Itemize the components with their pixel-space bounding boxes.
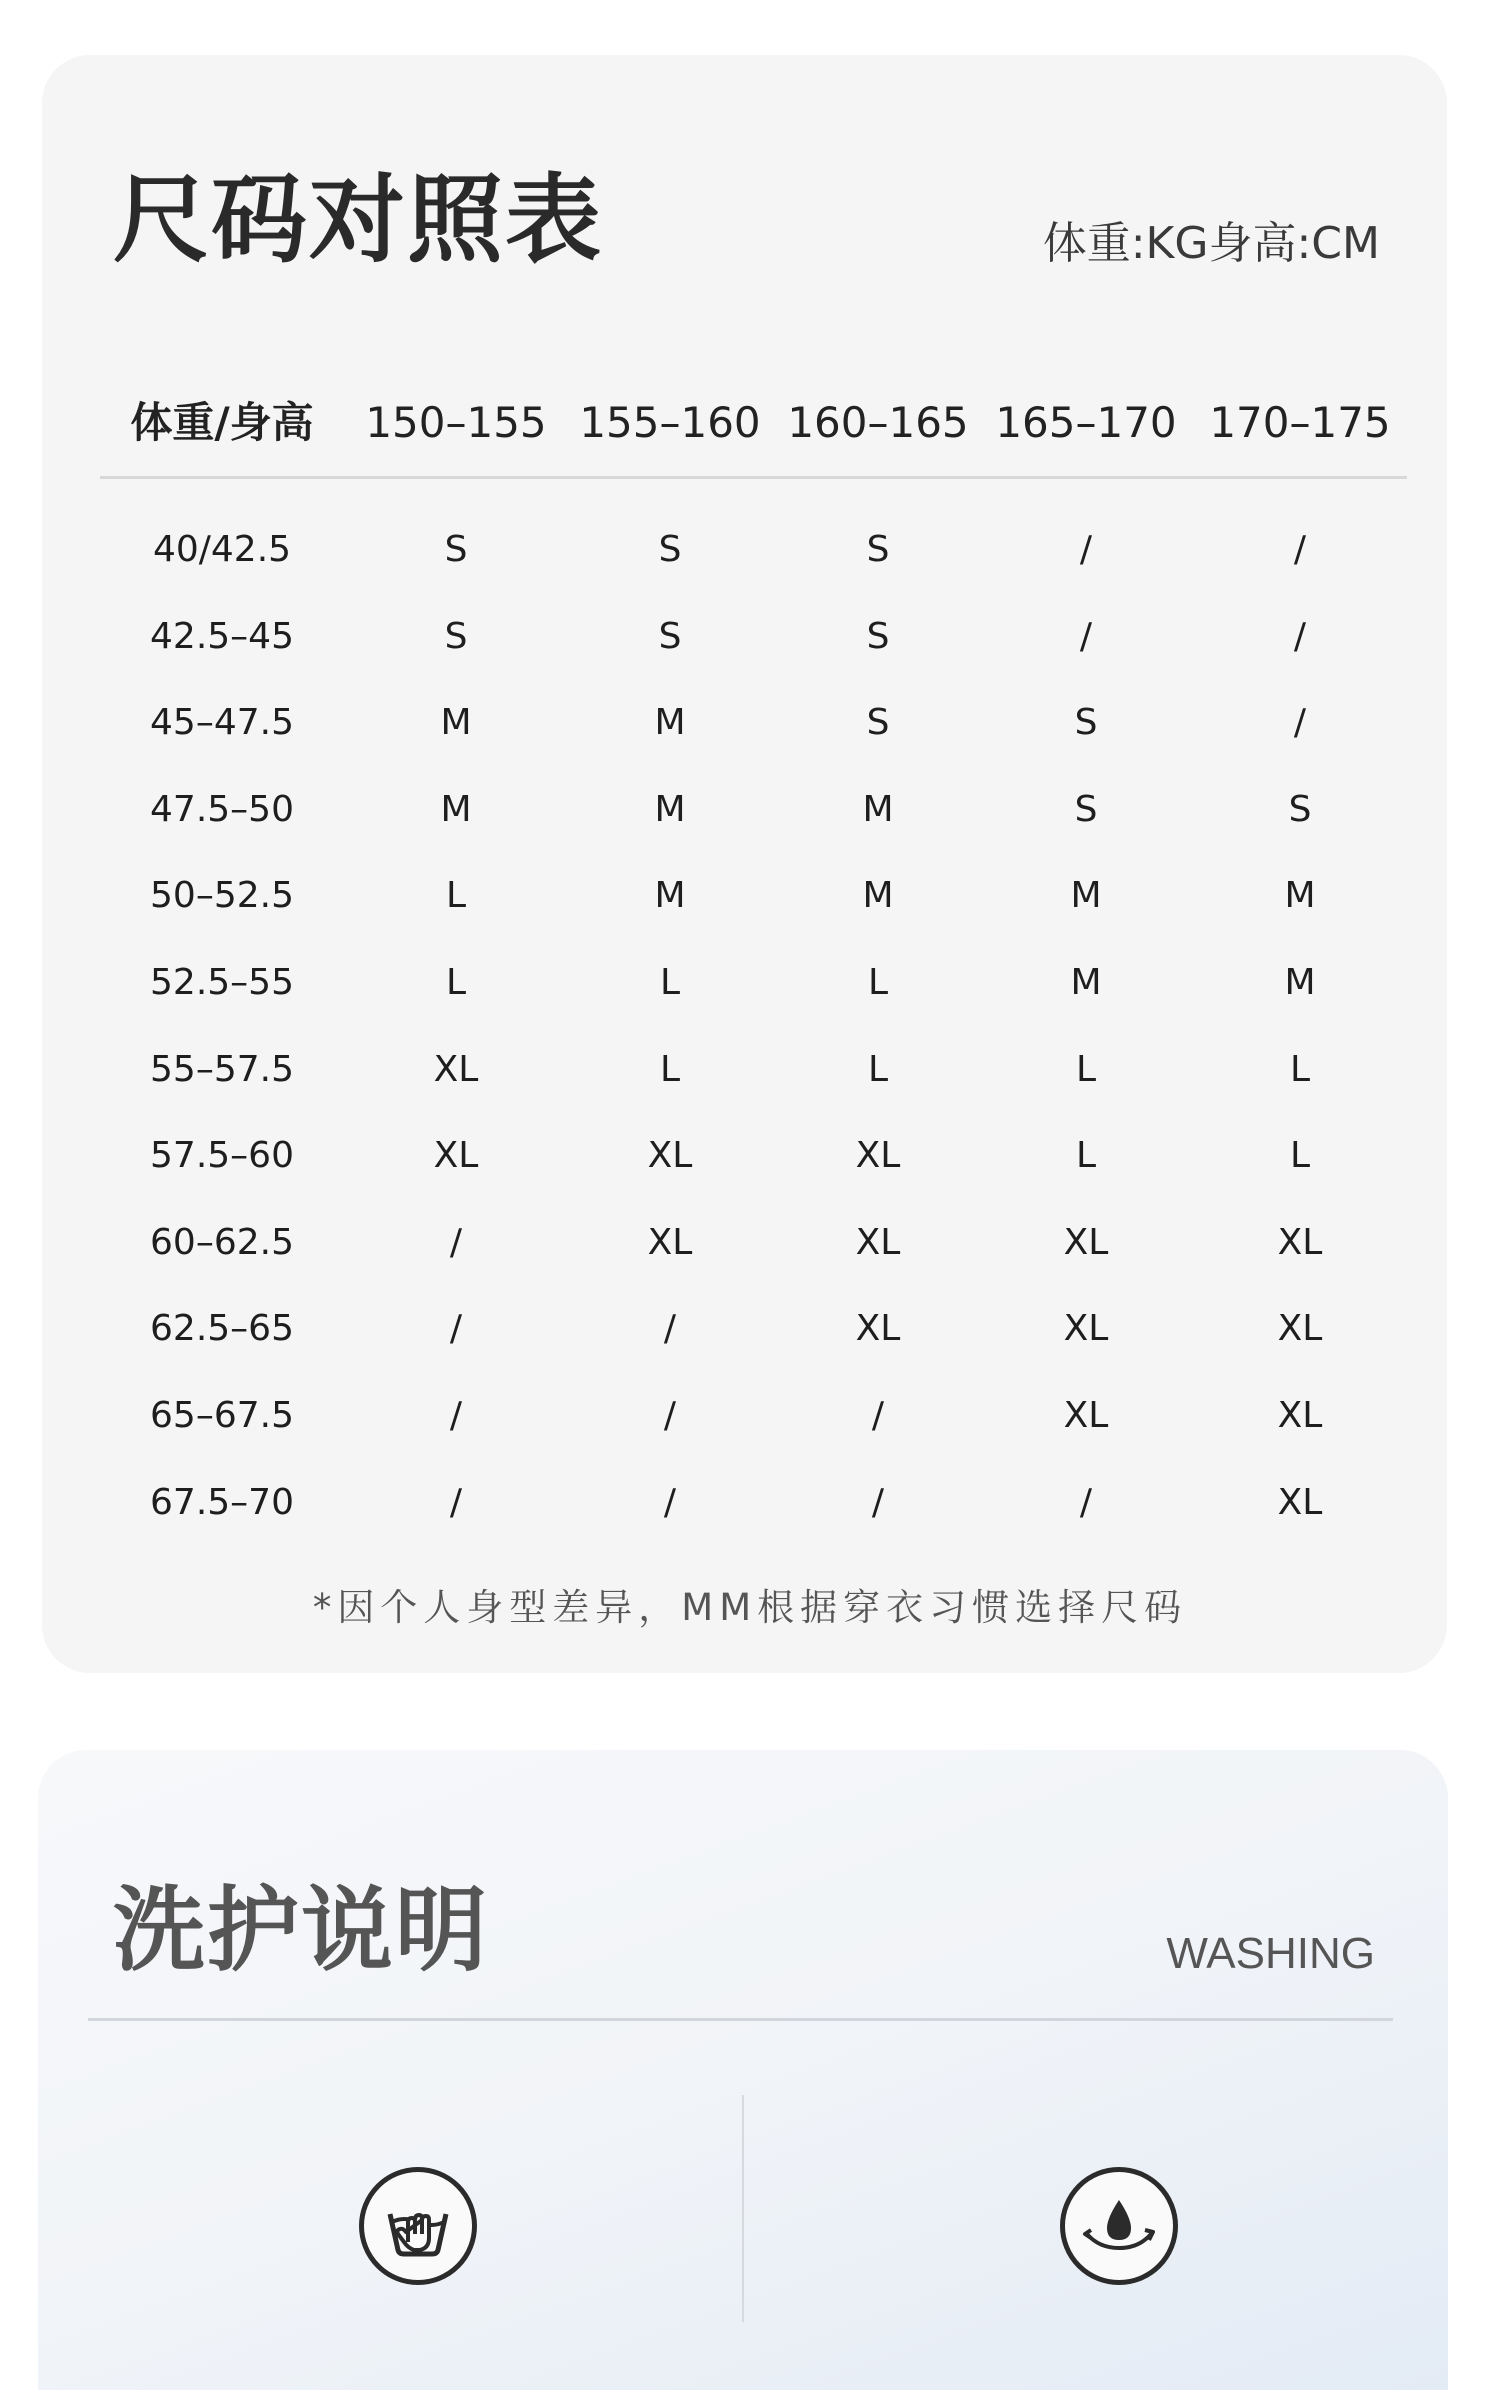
weight-cell: 45–47.5 [150, 702, 294, 744]
table-row [0, 1386, 1500, 1473]
size-cell: S [866, 702, 890, 744]
size-cell: M [440, 788, 472, 830]
weight-cell: 52.5–55 [150, 961, 294, 1003]
size-cell: S [658, 615, 682, 657]
size-cell: XL [1063, 1221, 1109, 1263]
size-cell: M [654, 702, 686, 744]
weight-cell: 60–62.5 [150, 1221, 294, 1263]
hand-wash-icon [359, 2167, 477, 2285]
table-row [0, 1299, 1500, 1386]
table-row [0, 693, 1500, 780]
size-cell: M [654, 788, 686, 830]
washing-divider [88, 2018, 1393, 2021]
size-cell: / [449, 1308, 463, 1350]
washing-column-divider [742, 2095, 744, 2322]
size-cell: L [1289, 1135, 1311, 1177]
size-cell: S [658, 529, 682, 570]
size-cell: / [1293, 529, 1307, 570]
washing-title: 洗护说明 [113, 1877, 490, 1984]
size-cell: M [1070, 961, 1102, 1003]
size-cell: L [659, 1048, 681, 1090]
weight-cell: 55–57.5 [150, 1048, 294, 1090]
table-row [0, 1213, 1500, 1300]
size-table-body [0, 520, 1500, 1559]
size-cell: / [663, 1394, 677, 1436]
size-cell: L [445, 961, 467, 1003]
table-row [0, 1126, 1500, 1213]
size-cell: XL [1277, 1394, 1323, 1436]
weight-cell: 62.5–65 [150, 1308, 294, 1350]
size-cell: / [449, 1481, 463, 1523]
size-cell: / [1079, 1481, 1093, 1523]
size-cell: / [449, 1221, 463, 1263]
size-cell: M [862, 788, 894, 830]
size-cell: M [1284, 961, 1316, 1003]
size-cell: / [663, 1308, 677, 1350]
header-divider [100, 476, 1407, 479]
size-cell: L [1075, 1135, 1097, 1177]
size-cell: S [444, 615, 468, 657]
weight-cell: 50–52.5 [150, 875, 294, 917]
size-cell: S [866, 615, 890, 657]
size-cell: M [1284, 875, 1316, 917]
weight-cell: 65–67.5 [150, 1394, 294, 1436]
table-row [0, 780, 1500, 867]
weight-cell: 57.5–60 [150, 1135, 294, 1177]
size-cell: S [1074, 702, 1098, 744]
unit-note: 体重:KG身高:CM [1042, 218, 1380, 269]
size-chart-title: 尺码对照表 [113, 164, 603, 276]
size-cell: XL [1063, 1308, 1109, 1350]
height-header-1: 150–155 [365, 398, 547, 447]
size-cell: S [1074, 788, 1098, 830]
size-cell: / [1293, 702, 1307, 744]
size-cell: / [871, 1481, 885, 1523]
water-drop-spin-icon [1060, 2167, 1178, 2285]
corner-header: 体重/身高 [130, 398, 314, 447]
size-cell: / [449, 1394, 463, 1436]
weight-cell: 47.5–50 [150, 788, 294, 830]
size-cell: L [1075, 1048, 1097, 1090]
table-header-row [0, 395, 1500, 451]
height-header-3: 160–165 [787, 398, 969, 447]
height-header-5: 170–175 [1209, 398, 1391, 447]
size-cell: XL [855, 1135, 901, 1177]
size-cell: M [654, 875, 686, 917]
table-row [0, 1040, 1500, 1127]
size-cell: M [862, 875, 894, 917]
height-header-4: 165–170 [995, 398, 1177, 447]
size-cell: / [1079, 529, 1093, 570]
washing-subtitle: WASHING [1166, 1929, 1375, 1978]
size-cell: XL [855, 1221, 901, 1263]
weight-cell: 67.5–70 [150, 1481, 294, 1523]
size-cell: / [871, 1394, 885, 1436]
size-cell: XL [1277, 1308, 1323, 1350]
size-cell: / [663, 1481, 677, 1523]
size-cell: L [867, 1048, 889, 1090]
weight-cell: 42.5–45 [150, 615, 294, 657]
size-cell: / [1293, 615, 1307, 657]
table-row [0, 1473, 1500, 1560]
table-row [0, 866, 1500, 953]
size-cell: S [1288, 788, 1312, 830]
size-cell: / [1079, 615, 1093, 657]
size-cell: S [866, 529, 890, 570]
height-header-2: 155–160 [579, 398, 761, 447]
size-footnote: *因个人身型差异，MM根据穿衣习惯选择尺码 [312, 1586, 1188, 1629]
size-cell: XL [1277, 1221, 1323, 1263]
size-cell: L [445, 875, 467, 917]
size-cell: L [867, 961, 889, 1003]
size-cell: XL [1277, 1481, 1323, 1523]
size-cell: XL [855, 1308, 901, 1350]
weight-cell: 40/42.5 [152, 529, 292, 570]
size-cell: XL [433, 1048, 479, 1090]
size-cell: XL [433, 1135, 479, 1177]
table-row [0, 607, 1500, 694]
size-cell: XL [647, 1221, 693, 1263]
size-cell: L [659, 961, 681, 1003]
size-cell: XL [647, 1135, 693, 1177]
size-cell: XL [1063, 1394, 1109, 1436]
size-cell: M [440, 702, 472, 744]
size-cell: S [444, 529, 468, 570]
size-cell: L [1289, 1048, 1311, 1090]
size-cell: M [1070, 875, 1102, 917]
table-row [0, 520, 1500, 607]
table-row [0, 953, 1500, 1040]
